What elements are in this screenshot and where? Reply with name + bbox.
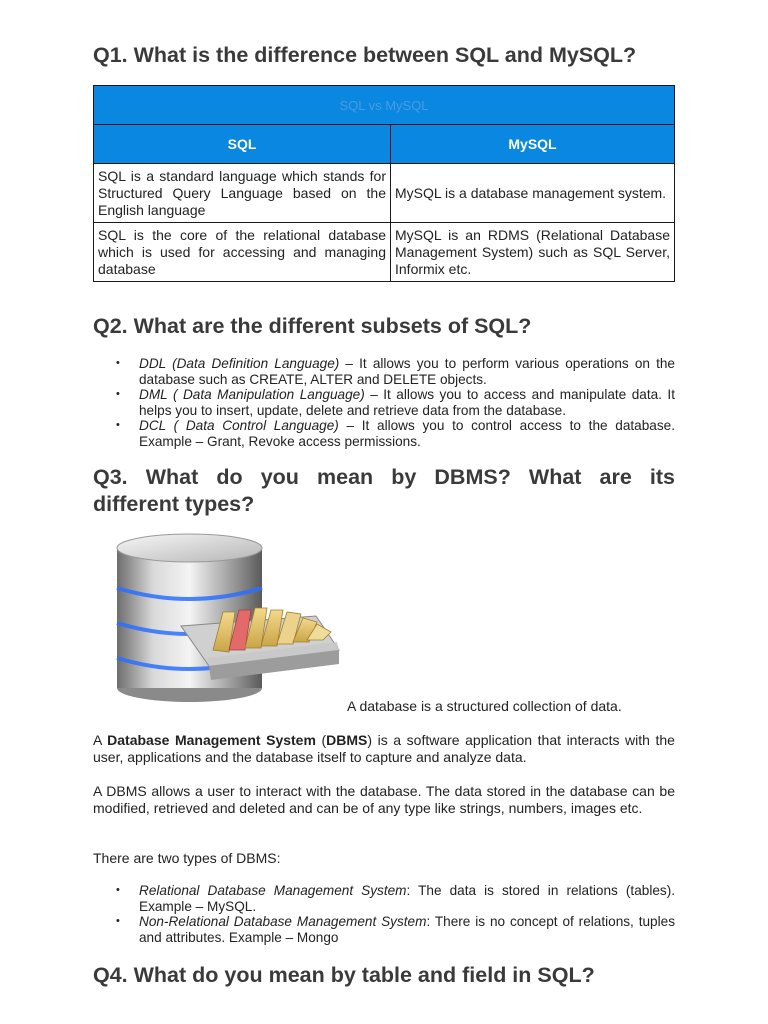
q3-heading-line1: Q3. What do you mean by DBMS? What are its bbox=[93, 465, 675, 489]
paragraph-text: ( bbox=[315, 732, 327, 748]
list-item-term: DML ( Data Manipulation Language) bbox=[139, 387, 365, 402]
table-cell: SQL is a standard language which stands for Structured Query Language based on the English language bbox=[94, 164, 391, 223]
bullet-icon: • bbox=[116, 419, 120, 431]
list-item bbox=[93, 914, 675, 945]
list-item-text: : There is no concept of relations, tuples and attributes. Example – Mongo bbox=[139, 914, 675, 945]
q4-heading: Q4. What do you mean by table and field in SQL? bbox=[93, 963, 595, 987]
bullet-icon: • bbox=[116, 388, 120, 400]
list-item bbox=[93, 387, 675, 418]
bullet-icon: • bbox=[116, 915, 120, 927]
list-item bbox=[93, 418, 675, 449]
sql-vs-mysql-table bbox=[93, 85, 675, 282]
table-cell: MySQL is an RDMS (Relational Database Management System) such as SQL Server, Informix etc. bbox=[391, 223, 675, 282]
list-item-text: – It allows you to perform various operations on the database such as CREATE, ALTER and DELETE objects. bbox=[139, 356, 675, 387]
dbms-types-intro: There are two types of DBMS: bbox=[93, 850, 281, 866]
table-row bbox=[94, 164, 675, 223]
dbms-definition-paragraph bbox=[93, 732, 675, 766]
q2-heading: Q2. What are the different subsets of SQL? bbox=[93, 314, 532, 338]
table-row bbox=[94, 223, 675, 282]
list-item-text: : The data is stored in relations (tables). Example – MySQL. bbox=[139, 883, 675, 914]
bullet-icon: • bbox=[116, 884, 120, 896]
list-item-term: DDL (Data Definition Language) bbox=[139, 356, 340, 371]
q3-heading-line2: different types? bbox=[93, 492, 255, 516]
paragraph-text: A bbox=[93, 732, 108, 748]
table-cell: SQL is the core of the relational database which is used for accessing and managing database bbox=[94, 223, 391, 282]
dbms-usage-paragraph: A DBMS allows a user to interact with the database. The data stored in the database can be modified, retrieved and deleted and can be of any type like strings, numbers, images etc. bbox=[93, 783, 675, 816]
dbms-types-list bbox=[93, 883, 675, 945]
sql-subsets-list bbox=[93, 356, 675, 449]
bullet-icon: • bbox=[116, 357, 120, 369]
list-item-text: – It allows you to access and manipulate data. It helps you to insert, update, delete and retrieve data from the database. bbox=[139, 387, 675, 418]
table-header-mysql: MySQL bbox=[391, 125, 675, 164]
paragraph-text: ) is a software application that interacts with the user, applications and the database itself to capture and analyze data. bbox=[93, 732, 675, 765]
list-item-term: DCL ( Data Control Language) bbox=[139, 418, 339, 433]
list-item bbox=[93, 883, 675, 914]
table-header-sql: SQL bbox=[94, 125, 391, 164]
list-item-term: Relational Database Management System bbox=[139, 883, 407, 898]
bold-term: DBMS bbox=[326, 732, 368, 748]
list-item-term: Non-Relational Database Management System bbox=[139, 914, 427, 929]
list-item bbox=[93, 356, 675, 387]
list-item-text: – It allows you to control access to the database. Example – Grant, Revoke access permissions. bbox=[139, 418, 675, 449]
table-caption: SQL vs MySQL bbox=[94, 86, 675, 125]
image-caption: A database is a structured collection of data. bbox=[347, 698, 622, 714]
table-cell: MySQL is a database management system. bbox=[391, 164, 675, 223]
bold-term: Database Management System bbox=[107, 732, 316, 748]
database-server-icon bbox=[111, 530, 361, 705]
q1-heading: Q1. What is the difference between SQL and MySQL? bbox=[93, 43, 637, 67]
